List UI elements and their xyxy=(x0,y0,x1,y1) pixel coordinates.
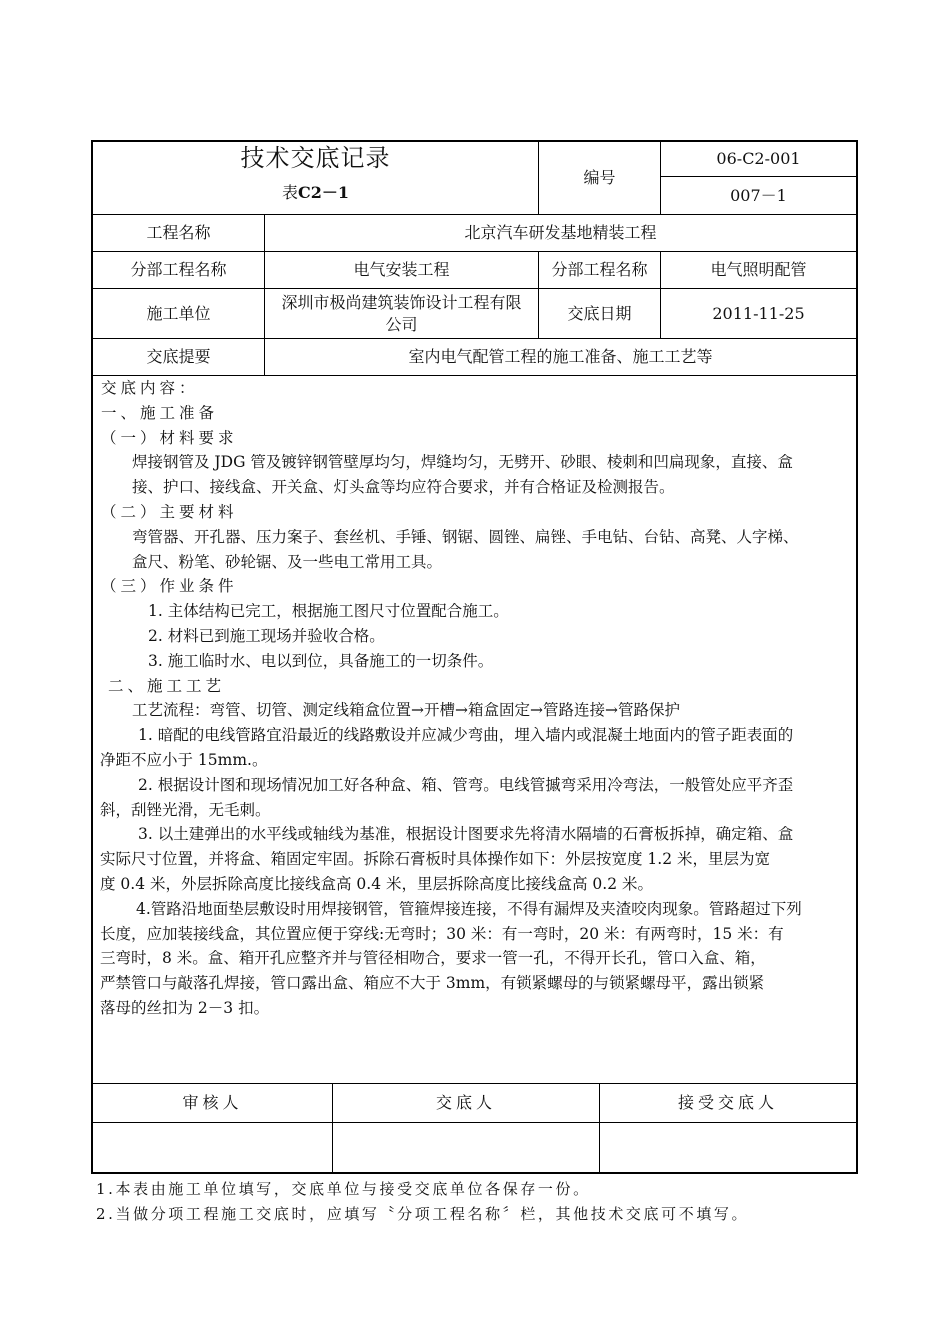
sub-work-conditions: （三）作业条件 xyxy=(101,577,238,596)
form-code-value: C2－1 xyxy=(298,183,350,202)
paragraph-line: 焊接钢管及 JDG 管及镀锌钢管壁厚均匀，焊缝均匀，无劈开、砂眼、棱刺和凹扁现象，直接、盒 xyxy=(132,453,793,472)
paragraph-line: 度 0.4 米，外层拆除高度比接线盒高 0.4 米，里层拆除高度比接线盒高 0.2 米。 xyxy=(100,874,654,893)
number-label: 编号 xyxy=(583,168,616,187)
paragraph-line: 盒尺、粉笔、砂轮锯、及一些电工常用工具。 xyxy=(132,552,443,571)
sub-project-label-2: 分部工程名称 xyxy=(551,260,648,279)
paragraph-line: 斜，刮锉光滑，无毛刺。 xyxy=(100,800,271,819)
footnote-2: 2.当做分项工程施工交底时，应填写〝分项工程名称〞栏，其他技术交底可不填写。 xyxy=(96,1205,750,1223)
paragraph-line: 3. 以土建弹出的水平线或轴线为基准，根据设计图要求先将清水隔墙的石膏板拆掉，确定箱、盒 xyxy=(138,825,794,844)
project-name: 北京汽车研发基地精装工程 xyxy=(464,223,657,242)
date-value: 2011-11-25 xyxy=(712,303,805,323)
footnote-1: 1.本表由施工单位填写，交底单位与接受交底单位各保存一份。 xyxy=(96,1180,591,1198)
reviewer-label: 审核人 xyxy=(182,1093,243,1112)
section-process: 二、施工工艺 xyxy=(108,676,226,695)
section-preparation: 一、施工准备 xyxy=(101,403,219,422)
number-value-1: 06-C2-001 xyxy=(716,149,801,168)
condition-item: 2. 材料已到施工现场并验收合格。 xyxy=(148,626,385,645)
condition-item: 1. 主体结构已完工，根据施工图尺寸位置配合施工。 xyxy=(148,602,509,621)
sub-materials-requirements: （一）材料要求 xyxy=(101,428,238,447)
paragraph-line: 1. 暗配的电线管路宜沿最近的线路敷设并应减少弯曲，埋入墙内或混凝土地面内的管子距表面的 xyxy=(138,726,794,745)
date-label: 交底日期 xyxy=(567,303,632,323)
discloser-label: 交底人 xyxy=(435,1093,496,1112)
receiver-signature-field[interactable] xyxy=(600,1123,856,1172)
form-code-prefix: 表 xyxy=(281,183,298,202)
sub-project-label-1: 分部工程名称 xyxy=(130,260,227,279)
sub-project-value-1: 电气安装工程 xyxy=(353,260,450,279)
paragraph-line: 三弯时，8 米。盒、箱开孔应整齐并与管径相吻合，要求一管一孔，不得开长孔，管口入盒、箱， xyxy=(100,949,766,968)
process-flow: 工艺流程：弯管、切管、测定线箱盒位置→开槽→箱盒固定→管路连接→管路保护 xyxy=(132,701,680,720)
reviewer-signature-field[interactable] xyxy=(93,1123,332,1172)
condition-item: 3. 施工临时水、电以到位，具备施工的一切条件。 xyxy=(148,651,494,670)
contractor-value xyxy=(265,289,538,338)
receiver-label: 接受交底人 xyxy=(677,1093,778,1112)
paragraph-line: 接、护口、接线盒、开关盒、灯头盒等均应符合要求，并有合格证及检测报告。 xyxy=(132,478,675,497)
paragraph-line: 长度，应加装接线盒，其位置应便于穿线:无弯时；30 米：有一弯时，20 米：有两弯时，15 米：有 xyxy=(100,924,784,943)
form-code xyxy=(93,178,538,208)
sub-main-materials: （二）主要材料 xyxy=(101,502,238,521)
paragraph-line: 2. 根据设计图和现场情况加工好各种盒、箱、管弯。电线管摵弯采用冷弯法，一般管处应平齐歪 xyxy=(138,775,794,794)
discloser-signature-field[interactable] xyxy=(333,1123,599,1172)
page-title: 技术交底记录 xyxy=(240,144,391,172)
contractor-line-2: 公司 xyxy=(385,314,418,334)
paragraph-line: 严禁管口与敲落孔焊接，管口露出盒、箱应不大于 3mm，有锁紧螺母的与锁紧螺母平，露出锁紧 xyxy=(100,974,765,993)
paragraph-line: 净距不应小于 15mm.。 xyxy=(100,750,268,769)
disclosure-content xyxy=(92,376,856,1021)
project-name-label: 工程名称 xyxy=(146,223,211,242)
contractor-line-1: 深圳市极尚建筑装饰设计工程有限 xyxy=(281,292,522,312)
contractor-label: 施工单位 xyxy=(146,303,211,323)
paragraph-line: 4.管路沿地面垫层敷设时用焊接钢管，管箍焊接连接，不得有漏焊及夹渣咬肉现象。管路超过下列 xyxy=(136,899,802,918)
number-value-2: 007－1 xyxy=(730,185,787,205)
footnotes xyxy=(96,1177,749,1227)
content-heading: 交底内容： xyxy=(101,379,199,397)
paragraph-line: 落母的丝扣为 2－3 扣。 xyxy=(100,998,270,1017)
summary-label: 交底提要 xyxy=(146,347,211,366)
sub-project-value-2: 电气照明配管 xyxy=(710,260,807,279)
paragraph-line: 弯管器、开孔器、压力案子、套丝机、手锤、钢锯、圆锉、扁锉、手电钻、台钻、高凳、人字梯、 xyxy=(132,527,799,546)
paragraph-line: 实际尺寸位置，并将盒、箱固定牢固。拆除石膏板时具体操作如下：外层按宽度 1.2 米，里层为宽 xyxy=(100,850,771,869)
summary-value: 室内电气配管工程的施工准备、施工工艺等 xyxy=(408,347,713,366)
